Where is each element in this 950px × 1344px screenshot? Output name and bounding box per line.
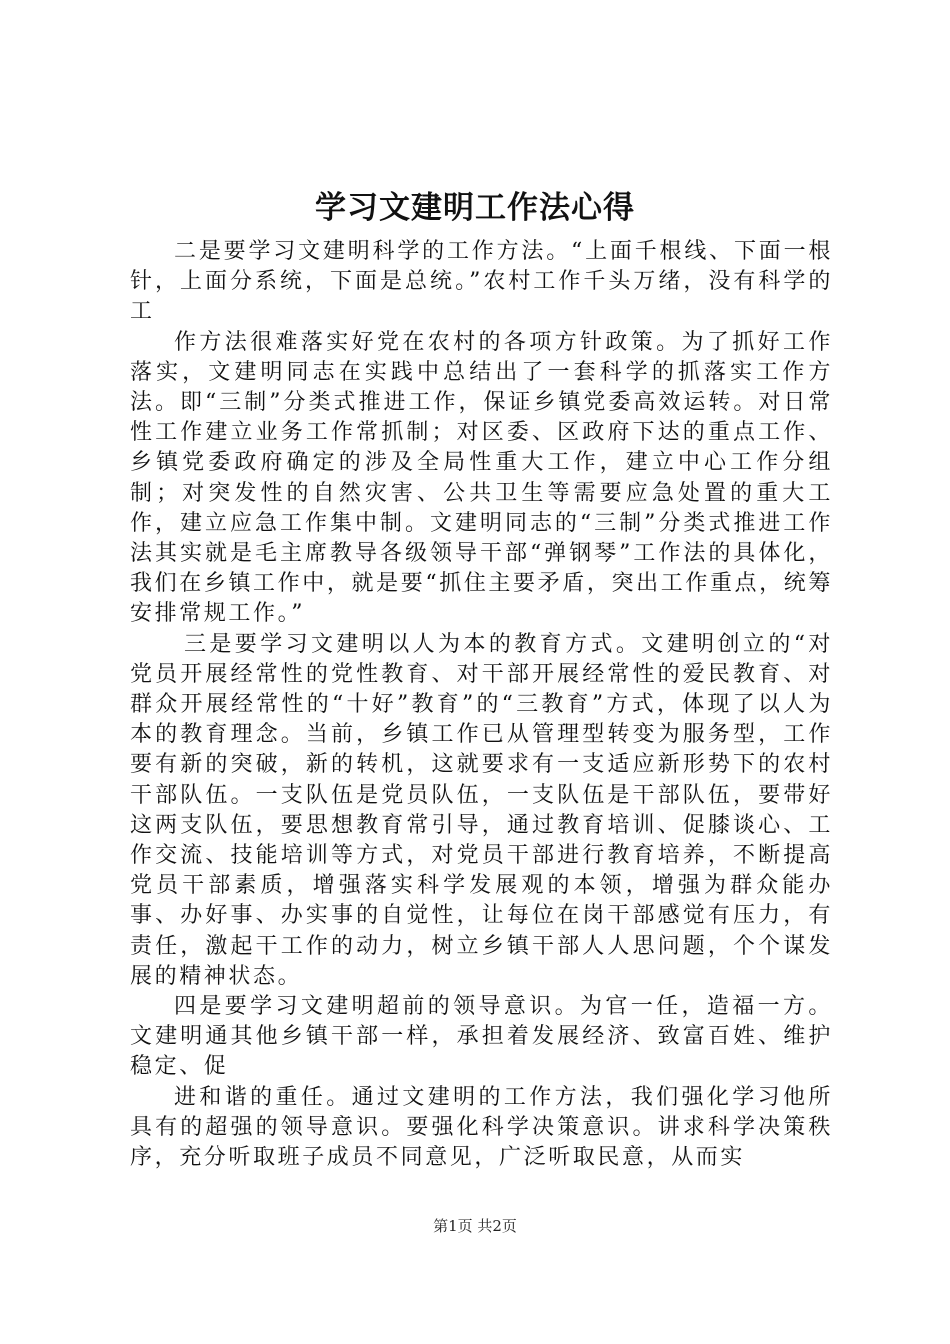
paragraph-method-2: 作方法很难落实好党在农村的各项方针政策。为了抓好工作落实，文建明同志在实践中总结出了一套科学的抓落实工作方法。即“三制”分类式推进工作，保证乡镇党委高效运转。对日常性工作建立业务工作常抓制；对区委、区政府下达的重点工作、乡镇党委政府确定的涉及全局性重大工作，建立中心工作分组制；对突发性的自然灾害、公共卫生等需要应急处置的重大工作，建立应急工作集中制。文建明同志的“三制”分类式推进工作法其实就是毛主席教导各级领导干部“弹钢琴”工作法的具体化，我们在乡镇工作中，就是要“抓住主要矛盾，突出工作重点，统筹安排常规工作。” xyxy=(130,329,833,627)
document-body xyxy=(130,237,833,1173)
document-title: 学习文建明工作法心得 xyxy=(315,190,635,226)
paragraph-method-1: 二是要学习文建明科学的工作方法。“上面千根线、下面一根针，上面分系统，下面是总统。”农村工作千头万绪，没有科学的工 xyxy=(130,239,833,325)
paragraph-leadership-1: 四是要学习文建明超前的领导意识。为官一任，造福一方。文建明通其他乡镇干部一样，承担着发展经济、致富百姓、维护稳定、促 xyxy=(130,994,833,1080)
paragraph-education: 三是要学习文建明以人为本的教育方式。文建明创立的“对党员开展经常性的党性教育、对干部开展经常性的爱民教育、对群众开展经常性的“十好”教育”的“三教育”方式，体现了以人为本的教育理念。当前，乡镇工作已从管理型转变为服务型，工作要有新的突破，新的转机，这就要求有一支适应新形势下的农村干部队伍。一支队伍是党员队伍，一支队伍是干部队伍，要带好这两支队伍，要思想教育常引导，通过教育培训、促膝谈心、工作交流、技能培训等方式，对党员干部进行教育培养，不断提高党员干部素质，增强落实科学发展观的本领，增强为群众能办事、办好事、办实事的自觉性，让每位在岗干部感觉有压力，有责任，激起干工作的动力，树立乡镇干部人人思问题，个个谋发展的精神状态。 xyxy=(130,631,833,989)
paragraph-leadership-2: 进和谐的重任。通过文建明的工作方法，我们强化学习他所具有的超强的领导意识。要强化科学决策意识。讲求科学决策秩序，充分听取班子成员不同意见，广泛听取民意，从而实 xyxy=(130,1084,833,1171)
page-footer: 第1页 共2页 xyxy=(433,1217,517,1235)
